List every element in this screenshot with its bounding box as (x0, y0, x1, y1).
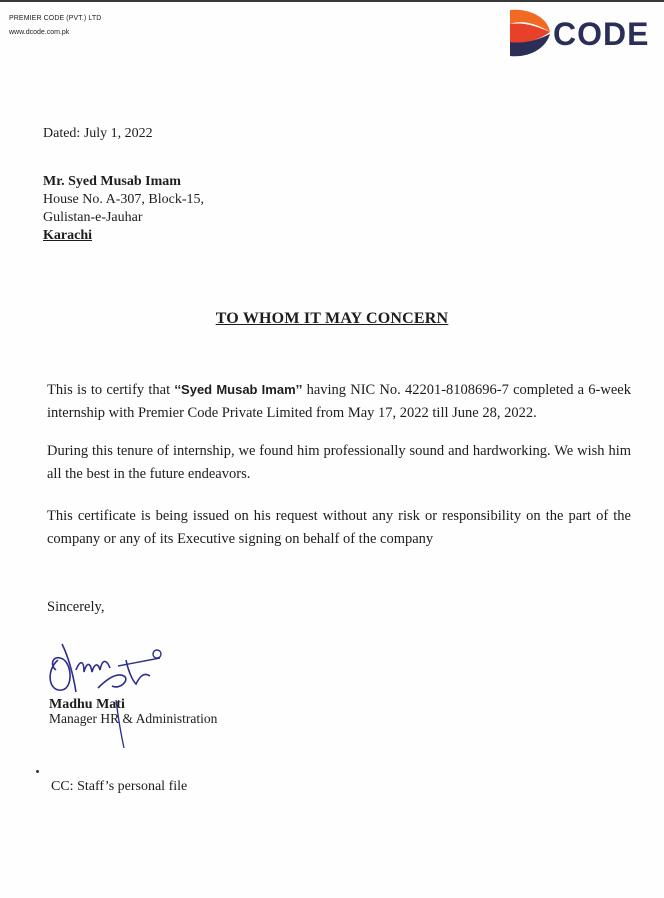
scan-speck (36, 770, 39, 773)
closing: Sincerely, (47, 599, 105, 615)
recipient-address-line1: House No. A-307, Block-15, (43, 192, 204, 207)
para1-rest: having NIC No. 42201-8108696-7 completed a 6-week internship with Premier Code Private Limited from May 17, 2022 till June 28, 2022. (47, 382, 631, 421)
company-name: PREMIER CODE (PVT.) LTD (9, 15, 102, 22)
logo-mark-icon (504, 8, 554, 58)
signature (40, 630, 180, 755)
recipient-city: Karachi (43, 228, 92, 243)
paragraph-disclaimer: This certificate is being issued on his request without any risk or responsibility on the part of the company or any of its Executive signing on behalf of the company (47, 508, 631, 547)
recipient-name: Mr. Syed Musab Imam (43, 174, 181, 189)
intern-name: ‘‘Syed Musab Imam’’ (174, 382, 303, 397)
letter-title: TO WHOM IT MAY CONCERN (215, 310, 449, 327)
recipient-address-line2: Gulistan-e-Jauhar (43, 210, 143, 225)
logo-text: CODE (553, 16, 650, 52)
company-website: www.dcode.com.pk (9, 29, 70, 36)
cc-line: CC: Staff’s personal file (51, 779, 188, 794)
company-logo (504, 8, 664, 58)
top-border (0, 0, 664, 2)
letter-date: Dated: July 1, 2022 (43, 126, 153, 141)
paragraph-performance: During this tenure of internship, we found him professionally sound and hardworking. We wish him all the best in the future endeavors. (47, 443, 631, 482)
para1-start: This is to certify that (47, 382, 175, 398)
paragraph-certification (47, 378, 631, 425)
signatory-title: Manager HR & Administration (49, 711, 218, 726)
signatory-name: Madhu Mati (49, 697, 125, 712)
